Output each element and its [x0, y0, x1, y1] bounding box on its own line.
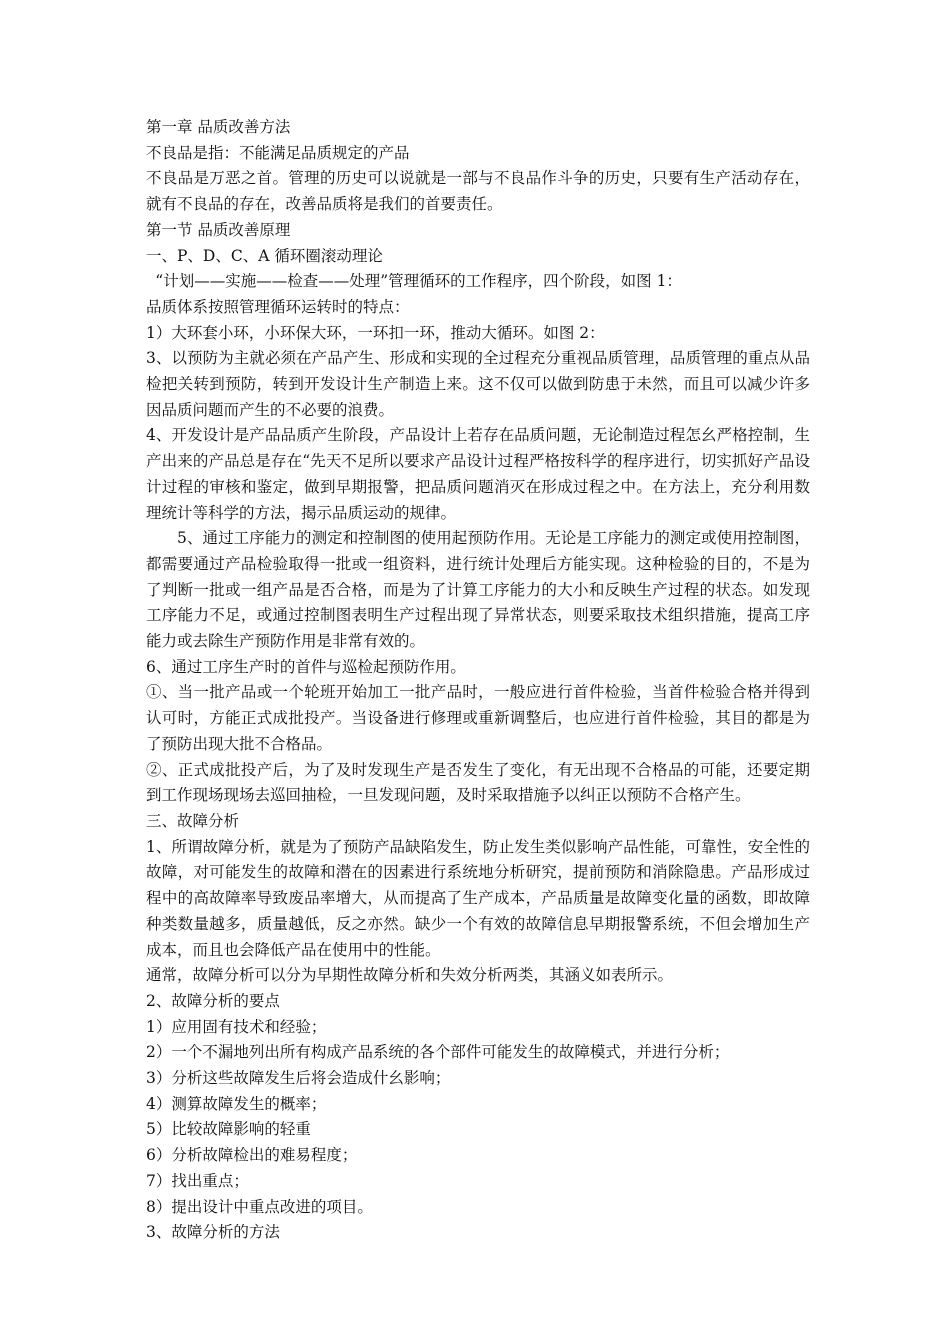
- paragraph: 不良品是万恶之首。管理的历史可以说就是一部与不良品作斗争的历史，只要有生产活动存在，就有不良品的存在，改善品质将是我们的首要责任。: [146, 169, 810, 214]
- paragraph: 6、通过工序生产时的首件与巡检起预防作用。: [146, 657, 466, 676]
- subsection-title: 一、P、D、C、A 循环圈滚动理论: [146, 246, 383, 265]
- subsection-title: 三、故障分析: [146, 811, 240, 830]
- list-item: 6）分析故障检出的难易程度；: [146, 1146, 358, 1165]
- list-item: 5）比较故障影响的轻重: [146, 1120, 311, 1139]
- list-item: 7）找出重点；: [146, 1171, 249, 1190]
- list-item: 3）分析这些故障发生后将会造成什幺影响；: [146, 1069, 451, 1088]
- subsection-title: 2、故障分析的要点: [146, 991, 280, 1010]
- chapter-title: 第一章 品质改善方法: [146, 118, 291, 136]
- paragraph: 通常，故障分析可以分为早期性故障分析和失效分析两类，其涵义如表所示。: [146, 966, 674, 985]
- list-item: 2）一个不漏地列出所有构成产品系统的各个部件可能发生的故障模式，并进行分析；: [146, 1043, 730, 1062]
- section-title: 第一节 品质改善原理: [146, 220, 291, 239]
- paragraph: 5、通过工序能力的测定和控制图的使用起预防作用。无论是工序能力的测定或使用控制图，都需要通过产品检验取得一批或一组资料，进行统计处理后方能实现。这种检验的目的，不是为了判断一批或一组产品是否合格，而是为了计算工序能力的大小和反映生产过程的状态。如发现工序能力不足，或通过控制图表明生产过程出现了异常状态，则要采取技术组织措施，提高工序能力或去除生产预防作用是非常有效的。: [146, 529, 810, 651]
- list-item: 4）测算故障发生的概率；: [146, 1094, 327, 1113]
- paragraph: ②、正式成批投产后，为了及时发现生产是否发生了变化，有无出现不合格品的可能，还要定期到工作现场现场去巡回抽检，一旦发现问题，及时采取措施予以纠正以预防不合格产生。: [146, 760, 810, 805]
- list-item: 1）应用固有技术和经验；: [146, 1017, 327, 1036]
- list-item: 8）提出设计中重点改进的项目。: [146, 1197, 373, 1216]
- list-item: 1）大环套小环，小环保大环，一环扣一环，推动大循环。如图 2：: [146, 323, 605, 342]
- paragraph: 3、以预防为主就必须在产品产生、形成和实现的全过程充分重视品质管理，品质管理的重点从品检把关转到预防，转到开发设计生产制造上来。这不仅可以做到防患于未然，而且可以减少许多因品质问题而产生的不必要的浪费。: [146, 349, 810, 419]
- paragraph: ①、当一批产品或一个轮班开始加工一批产品时，一般应进行首件检验，当首件检验合格并得到认可时，方能正式成批投产。当设备进行修理或重新调整后，也应进行首件检验，其目的都是为了预防出现大批不合格品。: [146, 683, 810, 753]
- paragraph: 不良品是指：不能满足品质规定的产品: [146, 143, 410, 162]
- paragraph: 1、所谓故障分析，就是为了预防产品缺陷发生，防止发生类似影响产品性能，可靠性，安全性的故障，对可能发生的故障和潜在的因素进行系统地分析研究，提前预防和消除隐患。产品形成过程中的高故障率导致废品率增大，从而提高了生产成本，产品质量是故障变化量的函数，即故障种类数量越多，质量越低，反之亦然。缺少一个有效的故障信息早期报警系统，不但会增加生产成本，而且也会降低产品在使用中的性能。: [146, 837, 810, 959]
- subsection-title: 3、故障分析的方法: [146, 1223, 280, 1242]
- paragraph: 品质体系按照管理循环运转时的特点：: [146, 297, 410, 316]
- paragraph: “计划——实施——检查——处理”管理循环的工作程序，四个阶段，如图 1：: [155, 272, 682, 291]
- document-page: [146, 115, 810, 1246]
- paragraph: 4、开发设计是产品品质产生阶段，产品设计上若存在品质问题，无论制造过程怎幺严格控制，生产出来的产品总是存在“先天不足所以要求产品设计过程严格按科学的程序进行，切实抓好产品设计过程的审核和鉴定，做到早期报警，把品质问题消灭在形成过程之中。在方法上，充分利用数理统计等科学的方法，揭示品质运动的规律。: [146, 426, 810, 522]
